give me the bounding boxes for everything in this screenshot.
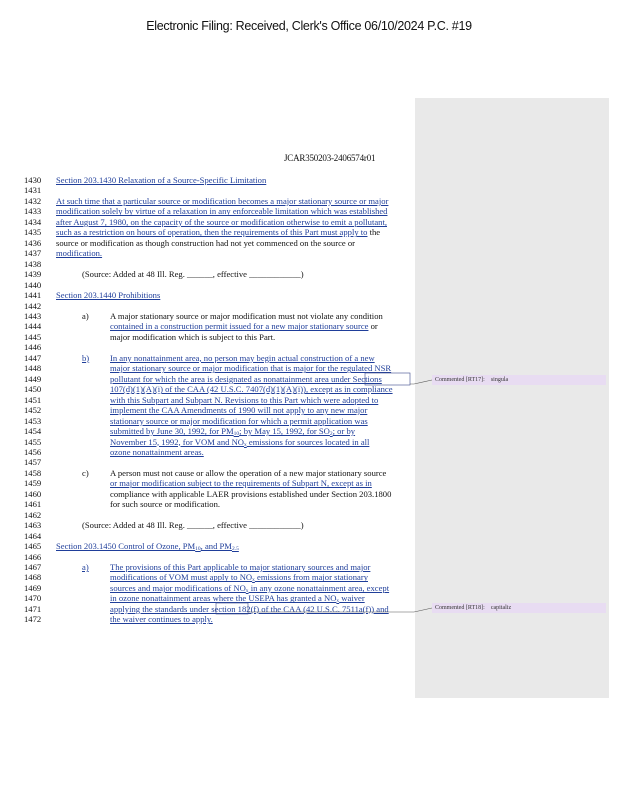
subsection-label: c) <box>82 467 89 478</box>
line-number: 1454 <box>24 426 42 437</box>
text-run: waiver <box>339 593 365 604</box>
line-number: 1433 <box>24 206 42 217</box>
electronic-filing-header: Electronic Filing: Received, Clerk's Office 06/10/2024 P.C. #19 <box>146 19 472 33</box>
connector-line-rt18 <box>248 608 432 612</box>
text-run: for such source or modification. <box>110 499 221 510</box>
line-number: 1447 <box>24 352 42 363</box>
text-run: Section 203.1450 Control of Ozone, PM <box>56 541 196 552</box>
text-run: applying the standards under section 182(f) of the CAA (42 U.S.C. 7511a(f)) and <box>110 603 389 614</box>
text-run: At such time that a particular source or modification becomes a major stationary source or major <box>56 195 389 206</box>
text-run: modification. <box>56 248 103 259</box>
text-run: in any ozone nonattainment area, except <box>248 582 390 593</box>
text-run: The provisions of this Part applicable to major stationary sources and major <box>110 562 371 573</box>
text-run: the <box>367 227 381 238</box>
line-number: 1434 <box>24 216 42 227</box>
text-run: Section 203.1440 Prohibitions <box>56 290 161 301</box>
text-run: pollutant for which the area is designated as nonattainment area under Sections <box>110 373 382 384</box>
text-run: or <box>368 321 378 332</box>
line-number: 1449 <box>24 373 42 384</box>
comment-text: capitaliz <box>490 605 512 611</box>
line-number: 1431 <box>24 185 42 196</box>
comment-label: Commented [RT17]: <box>435 377 485 383</box>
subscript: 10 <box>233 431 240 438</box>
text-run: contained in a construction permit issued for a new major stationary source <box>110 321 369 332</box>
text-run: (Source: Added at 48 Ill. Reg. ______, effective ____________) <box>82 520 304 531</box>
text-run: modification solely by virtue of a relaxation in any enforceable limitation which was established <box>56 206 388 217</box>
line-number: 1459 <box>24 478 42 489</box>
text-run: ; or by <box>332 426 356 437</box>
text-run: compliance with applicable LAER provisions established under Section 203.1800 <box>110 488 392 499</box>
text-run: A major stationary source or major modification must not violate any condition <box>110 310 383 321</box>
text-run: the waiver continues to apply. <box>110 614 213 625</box>
subsection-label: a) <box>82 310 89 321</box>
line-number: 1443 <box>24 310 42 321</box>
text-run: major modification which is subject to this Part. <box>110 331 276 342</box>
text-run: In any nonattainment area, no person may begin actual construction of a new <box>110 352 375 363</box>
line-number: 1472 <box>24 614 42 625</box>
subsection-label: b) <box>82 352 90 363</box>
text-run: ; by May 15, 1992, for SO <box>239 426 330 437</box>
text-run: 107(d)(1)(A)(i) of the CAA (42 U.S.C. 7407(d)(1)(A)(i)), except as in compliance <box>110 384 393 395</box>
text-run: sources and major modifications of NO <box>110 582 246 593</box>
line-number: 1430 <box>24 175 42 185</box>
line-number: 1471 <box>24 603 42 614</box>
line-number: 1455 <box>24 436 42 447</box>
line-number: 1445 <box>24 331 42 342</box>
comment-anchor-rt17 <box>365 373 410 385</box>
line-number: 1444 <box>24 321 42 332</box>
text-run: in ozone nonattainment areas where the USEPA has granted a NO <box>110 593 337 604</box>
line-number: 1464 <box>24 530 42 541</box>
line-number: 1438 <box>24 258 42 269</box>
line-number: 1437 <box>24 248 42 259</box>
text-run: or major modification subject to the requirements of Subpart N, except as in <box>110 478 372 489</box>
text-run: emissions from major stationary <box>254 572 368 583</box>
text-run: stationary source or major modification for which a permit application was <box>110 415 368 426</box>
text-run: source or modification as though construction had not yet commenced on the source or <box>56 237 356 248</box>
line-number: 1450 <box>24 384 42 395</box>
line-number: 1456 <box>24 446 42 457</box>
text-run: A person must not cause or allow the operation of a new major stationary source <box>110 467 387 478</box>
text-run: such as a restriction on hours of operation, then the requirements of this Part must apply to <box>56 227 368 238</box>
line-number: 1435 <box>24 227 42 238</box>
subsection-label: a) <box>82 562 89 573</box>
line-number: 1462 <box>24 509 42 520</box>
text-run: modifications of VOM must apply to NO <box>110 572 253 583</box>
text-run: emissions for sources located in all <box>246 436 370 447</box>
line-number: 1469 <box>24 582 42 593</box>
text-run: ozone nonattainment areas. <box>110 446 204 457</box>
subscript: x <box>252 577 255 584</box>
line-number: 1451 <box>24 394 42 405</box>
line-number: 1463 <box>24 520 42 531</box>
line-number: 1466 <box>24 551 42 562</box>
line-number: 1436 <box>24 237 42 248</box>
subscript: 10 <box>195 546 201 553</box>
text-run: (Source: Added at 48 Ill. Reg. ______, effective ____________) <box>82 269 304 280</box>
line-number: 1467 <box>24 562 42 573</box>
line-number: 1446 <box>24 342 42 353</box>
text-run: Section 203.1430 Relaxation of a Source-Specific Limitation <box>56 175 267 185</box>
comment-anchor-rt18 <box>216 603 248 614</box>
line-number: 1452 <box>24 405 42 416</box>
line-number: 1468 <box>24 572 42 583</box>
line-number: 1465 <box>24 541 42 552</box>
line-number: 1457 <box>24 457 42 468</box>
line-number: 1441 <box>24 290 42 301</box>
subscript: x <box>245 587 249 594</box>
text-run: with this Subpart and Subpart N. Revisions to this Part which were adopted to <box>110 394 379 405</box>
subscript: 2.5 <box>231 546 239 553</box>
subscript: x <box>243 441 247 448</box>
subscript: x <box>336 598 340 605</box>
line-number: 1461 <box>24 499 42 510</box>
comment-text: singula <box>490 377 509 383</box>
connector-line-rt17 <box>410 380 432 384</box>
text-run: November 15, 1992, for VOM and NO <box>110 436 244 447</box>
line-number: 1460 <box>24 488 42 499</box>
text-run: submitted by June 30, 1992, for PM <box>110 426 234 437</box>
line-number: 1439 <box>24 269 42 280</box>
text-run: after August 7, 1980, on the capacity of the source or modification otherwise to emit a pollutant, <box>56 216 388 227</box>
line-number: 1432 <box>24 195 42 206</box>
line-number: 1470 <box>24 593 42 604</box>
line-number: 1448 <box>24 363 42 374</box>
document-id: JCAR350203-2406574r01 <box>284 153 376 163</box>
line-number: 1458 <box>24 467 42 478</box>
text-run: , and PM <box>200 541 232 552</box>
line-number: 1440 <box>24 279 42 290</box>
line-number: 1453 <box>24 415 42 426</box>
subscript: 2 <box>329 431 333 438</box>
comment-label: Commented [RT18]: <box>435 605 485 611</box>
text-run: major stationary source or major modification that is major for the regulated NSR <box>110 363 392 374</box>
text-run: implement the CAA Amendments of 1990 will not apply to any new major <box>110 405 368 416</box>
line-number: 1442 <box>24 300 42 311</box>
